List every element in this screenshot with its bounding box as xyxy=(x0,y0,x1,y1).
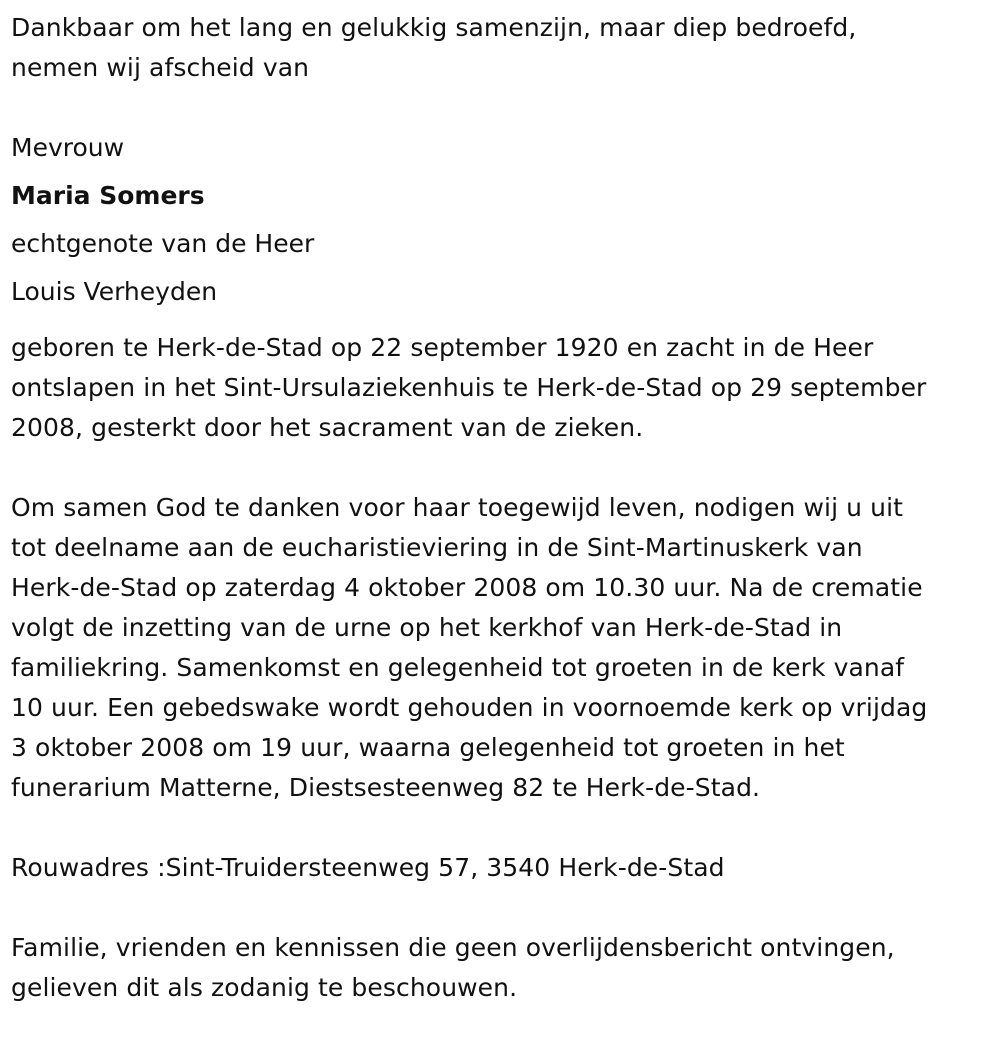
spouse-label: echtgenote van de Heer xyxy=(11,229,315,258)
address-line: Rouwadres :Sint-Truidersteenweg 57, 3540 Herk-de-Stad xyxy=(11,853,725,882)
spacer xyxy=(11,88,1000,128)
ceremony-paragraph xyxy=(11,488,1000,808)
spacer xyxy=(11,316,1000,328)
spouse-name: Louis Verheyden xyxy=(11,277,218,306)
spacer xyxy=(11,808,1000,848)
paragraph-line: funerarium Matterne, Diestsesteenweg 82 te Herk-de-Stad. xyxy=(11,773,761,802)
birth-death-paragraph xyxy=(11,328,1000,448)
intro-line: nemen wij afscheid van xyxy=(11,53,310,82)
paragraph-line: geboren te Herk-de-Stad op 22 september 1920 en zacht in de Heer xyxy=(11,333,874,362)
mourning-address xyxy=(11,848,1000,888)
deceased-name: Maria Somers xyxy=(11,181,205,210)
paragraph-line: 10 uur. Een gebedswake wordt gehouden in voornoemde kerk op vrijdag xyxy=(11,693,928,722)
paragraph-line: ontslapen in het Sint-Ursulaziekenhuis te Herk-de-Stad op 29 september xyxy=(11,373,927,402)
paragraph-line: gelieven dit als zodanig te beschouwen. xyxy=(11,973,518,1002)
paragraph-line: 2008, gesterkt door het sacrament van de zieken. xyxy=(11,413,644,442)
paragraph-line: Familie, vrienden en kennissen die geen overlijdensbericht ontvingen, xyxy=(11,933,895,962)
title-honorific: Mevrouw xyxy=(11,133,125,162)
spacer xyxy=(11,448,1000,488)
closing-paragraph xyxy=(11,928,1000,1008)
paragraph-line: tot deelname aan de eucharistieviering in de Sint-Martinuskerk van xyxy=(11,533,863,562)
intro-paragraph xyxy=(11,8,1000,88)
paragraph-line: Om samen God te danken voor haar toegewijd leven, nodigen wij u uit xyxy=(11,493,904,522)
paragraph-line: familiekring. Samenkomst en gelegenheid tot groeten in de kerk vanaf xyxy=(11,653,905,682)
spacer xyxy=(11,888,1000,928)
intro-line: Dankbaar om het lang en gelukkig samenzijn, maar diep bedroefd, xyxy=(11,13,857,42)
paragraph-line: Herk-de-Stad op zaterdag 4 oktober 2008 om 10.30 uur. Na de crematie xyxy=(11,573,923,602)
paragraph-line: 3 oktober 2008 om 19 uur, waarna gelegenheid tot groeten in het xyxy=(11,733,845,762)
paragraph-line: volgt de inzetting van de urne op het kerkhof van Herk-de-Stad in xyxy=(11,613,843,642)
